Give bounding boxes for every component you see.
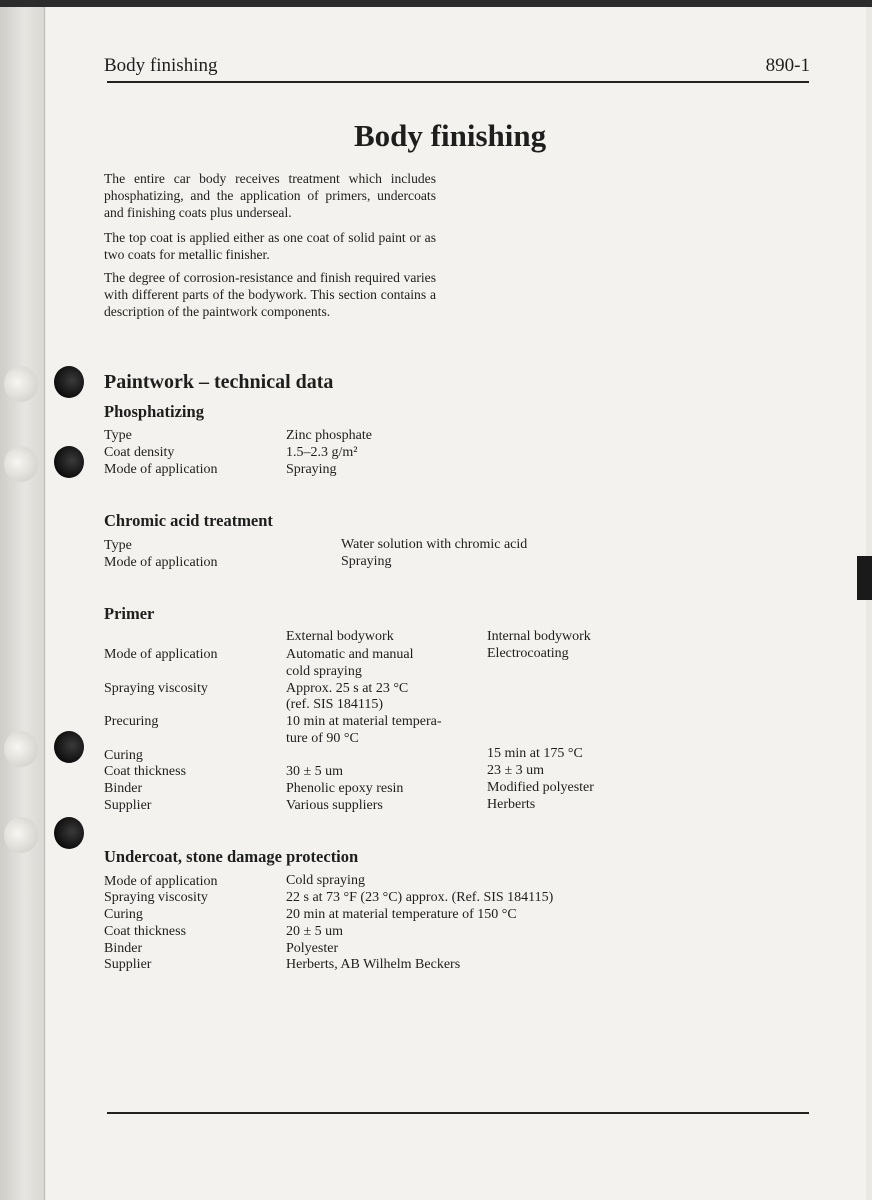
spec-value: Phenolic epoxy resin — [286, 781, 404, 796]
page-title: Body finishing — [354, 118, 547, 153]
spec-value: Zinc phosphate — [286, 428, 372, 443]
spec-value: 20 ± 5 um — [286, 924, 344, 939]
running-header-section: Body finishing — [104, 55, 218, 76]
spec-label: Mode of application — [104, 462, 218, 477]
punch-hole — [54, 731, 84, 763]
spec-value: Modified polyester — [487, 780, 594, 795]
spec-label: Precuring — [104, 714, 159, 729]
spec-label: Spraying viscosity — [104, 890, 208, 905]
intro-paragraph: The top coat is applied either as one coat of solid paint or as two coats for metallic finisher. — [104, 230, 436, 262]
spec-label: Coat thickness — [104, 764, 187, 779]
spec-label: Curing — [104, 907, 143, 922]
spec-value: 20 min at material temperature of 150 °C — [286, 907, 517, 922]
spec-value: Automatic and manual — [286, 647, 414, 662]
spec-label: Coat density — [104, 445, 175, 460]
tech-data-heading: Paintwork – technical data — [104, 371, 334, 393]
spec-value: 30 ± 5 um — [286, 764, 344, 779]
spec-label: Type — [104, 538, 132, 553]
punch-hole — [4, 817, 38, 853]
primer-heading: Primer — [104, 604, 155, 623]
spec-value: Herberts — [487, 797, 536, 812]
spec-label: Mode of application — [104, 647, 218, 662]
spec-value: 10 min at material tempera- — [286, 714, 442, 729]
punch-hole — [54, 817, 84, 849]
section-tab-marker — [857, 556, 872, 600]
spec-value: Water solution with chromic acid — [341, 537, 528, 552]
phosphatizing-heading: Phosphatizing — [104, 402, 204, 421]
spec-label: Spraying viscosity — [104, 681, 208, 696]
spec-value: 22 s at 73 °F (23 °C) approx. (Ref. SIS 184115) — [286, 890, 554, 905]
column-heading-external: External bodywork — [286, 629, 394, 644]
spec-value: ture of 90 °C — [286, 731, 359, 746]
header-rule — [107, 81, 809, 83]
spec-value: Cold spraying — [286, 873, 365, 888]
spec-value: 1.5–2.3 g/m² — [286, 445, 358, 460]
punch-hole — [54, 446, 84, 478]
intro-paragraph: The degree of corrosion-resistance and finish required varies with different parts of the bodywork. This section contains a description of the paintwork components. — [104, 270, 436, 319]
intro-paragraph: The entire car body receives treatment which includes phosphatizing, and the application of primers, undercoats and finishing coats plus underseal. — [104, 171, 436, 220]
spec-value: Various suppliers — [286, 798, 383, 813]
spec-label: Supplier — [104, 798, 152, 813]
spec-value: cold spraying — [286, 664, 362, 679]
chromic-acid-heading: Chromic acid treatment — [104, 511, 273, 530]
punch-hole — [4, 446, 38, 482]
top-edge — [0, 0, 872, 7]
punch-hole — [54, 366, 84, 398]
punch-hole — [4, 366, 38, 402]
spec-value: Approx. 25 s at 23 °C — [286, 681, 409, 696]
spec-label: Type — [104, 428, 132, 443]
spec-value: Polyester — [286, 941, 339, 956]
binder-edge — [0, 0, 45, 1200]
spec-label: Coat thickness — [104, 924, 187, 939]
spec-label: Curing — [104, 748, 143, 763]
spec-label: Binder — [104, 941, 143, 956]
spec-label: Supplier — [104, 957, 152, 972]
running-header-page-number: 890-1 — [765, 55, 810, 76]
column-heading-internal: Internal bodywork — [487, 629, 591, 644]
spec-value: Spraying — [286, 462, 337, 477]
spec-value: (ref. SIS 184115) — [286, 697, 384, 712]
spec-value: Electrocoating — [487, 646, 569, 661]
spec-label: Mode of application — [104, 555, 218, 570]
spec-value: 15 min at 175 °C — [487, 746, 583, 761]
undercoat-heading: Undercoat, stone damage protection — [104, 847, 359, 866]
spec-value: Spraying — [341, 554, 392, 569]
spec-label: Binder — [104, 781, 143, 796]
spec-value: Herberts, AB Wilhelm Beckers — [286, 957, 461, 972]
footer-rule — [107, 1112, 809, 1114]
spec-value: 23 ± 3 um — [487, 763, 545, 778]
spec-label: Mode of application — [104, 874, 218, 889]
punch-hole — [4, 731, 38, 767]
